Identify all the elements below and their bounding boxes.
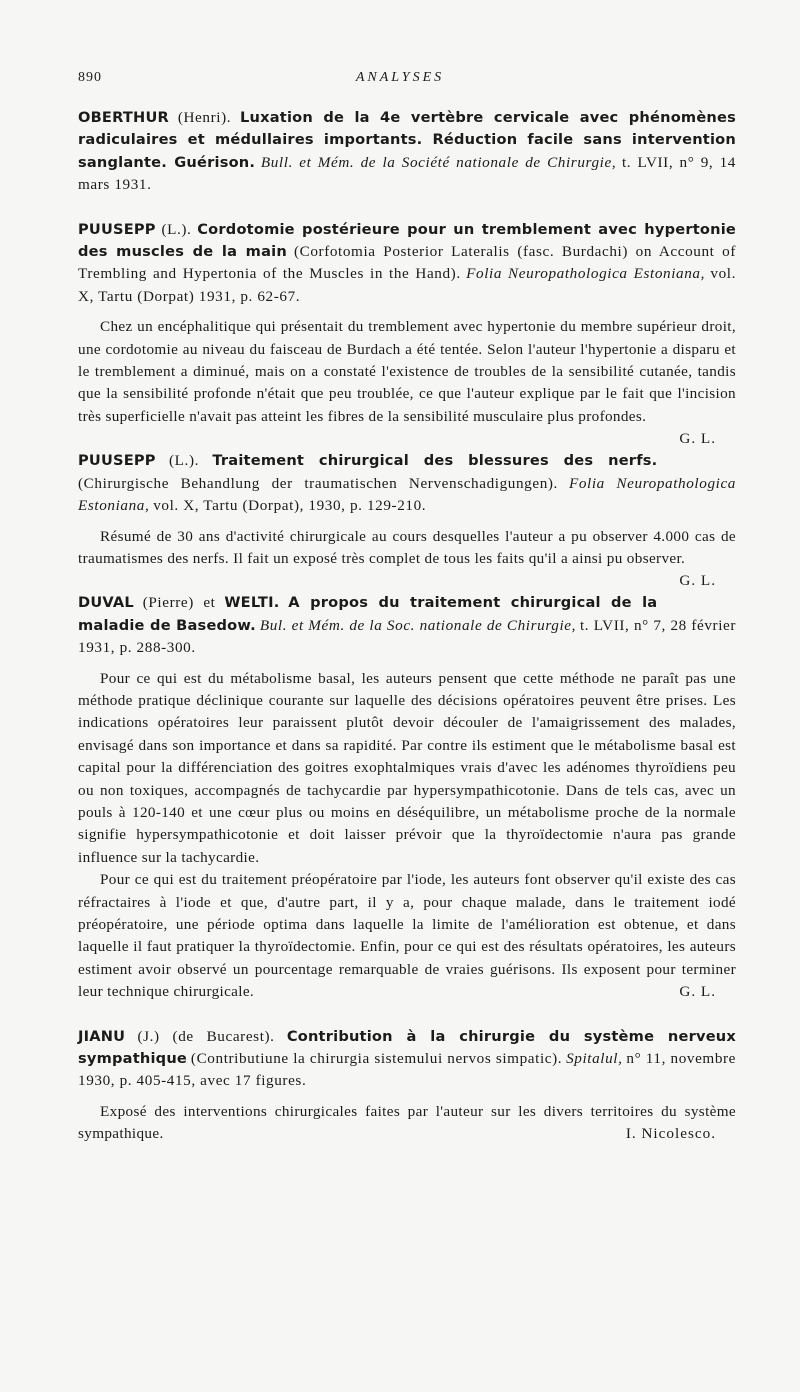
entry-heading bbox=[78, 592, 736, 659]
citation-details: t. LVII, n° 7, 28 février 1931, p. 288-300. bbox=[78, 616, 737, 657]
author-name: JIANU bbox=[78, 1027, 126, 1045]
summary bbox=[78, 316, 736, 448]
entry-heading bbox=[78, 450, 736, 517]
journal-name: Spitalul, bbox=[566, 1050, 623, 1068]
entry-jianu bbox=[78, 1026, 736, 1146]
original-title: (Contributiune la chirurgia sistemului nervos simpatic). bbox=[190, 1050, 563, 1068]
summary-paragraph: Chez un encéphalitique qui présentait du tremblement avec hypertonie du membre supérieur droit, une cordotomie au niveau du faisceau de Burdach a été tentée. Selon l'auteur l'hypertonie a disparu et le tremblement a diminué, mais on a constaté l'existence de troubles de la sensibilité cutanée, tandis que la sensibilité profonde n'était que peu troublée, ce que l'auteur explique par le fait que l'incision très superficielle n'avait pas atteint les fibres de la sensibilité musculaire plus profondes. G. L. bbox=[78, 316, 736, 428]
journal-name: Folia Neuropathologica Estoniana, bbox=[466, 265, 706, 283]
journal-name: Bull. et Mém. de la Société nationale de Chirurgie, bbox=[260, 153, 617, 171]
signature: G. L. bbox=[679, 983, 716, 1001]
running-head bbox=[78, 70, 722, 90]
entry-duval-welti bbox=[78, 592, 736, 1003]
citation-details: t. LVII, n° 9, 14 mars 1931. bbox=[78, 153, 737, 194]
summary-paragraph: Exposé des interventions chirurgicales faites par l'auteur sur les divers territoires du système sympathique. I. Nicolesco. bbox=[78, 1101, 736, 1146]
entry-puusepp-cordotomie bbox=[78, 219, 737, 448]
article-title: Luxation de la 4e vertèbre cervicale avec phénomènes radiculaires et médullaires importants. Réduction facile sans intervention sanglante. Guérison. bbox=[78, 109, 736, 171]
entry-heading bbox=[78, 219, 736, 309]
journal-name: Bul. et Mém. de la Soc. nationale de Chirurgie, bbox=[259, 616, 577, 634]
summary-paragraph: Pour ce qui est du traitement préopératoire par l'iode, les auteurs font observer qu'il existe des cas réfractaires à l'iode et que, d'autre part, il y a, pour chaque malade, dans le traitement iodé préopératoire, une période optima dans laquelle la limite de l'amélioration est obtenue, et dans laquelle il faut pratiquer la thyroïdectomie. Enfin, pour ce qui est des résultats opératoires, les auteurs estiment avoir observé un pourcentage remarquable de vraies guérisons. Ils exposent pour terminer leur technique chirurgicale. G. L. bbox=[78, 869, 736, 1003]
citation-details: vol. X, Tartu (Dorpat) 1931, p. 62-67. bbox=[78, 265, 737, 305]
signature: G. L. bbox=[679, 572, 716, 590]
article-title: A propos du traitement chirurgical de la maladie de Basedow. bbox=[78, 594, 658, 634]
author-initials: (Pierre) et bbox=[142, 594, 216, 612]
summary-paragraph: Pour ce qui est du métabolisme basal, les auteurs pensent que cette méthode ne paraît pas une méthode pratique déclinique courante sur laquelle des décisions opératoires peuvent être prises. Les indications opératoires leur paraissent plutôt devoir découler de l'amaigrissement des malades, envisagé dans son importance et dans sa rapidité. Par contre ils estiment que le métabolisme basal est capital pour la différenciation des goitres exophtalmiques vrais d'avec les adénomes thyroïdiens peu ou non toxiques, accompagnés de tachycardie par hypersympathicotonie. Dans de tels cas, avec un pouls à 120-140 et une cœur plus ou moins en déséquilibre, un métabolisme proche de la normale signifie hypersympathicotonie et doit laisser prévoir que la thyroïdectomie n'aura pas grande influence sur la tachycardie. bbox=[78, 669, 736, 866]
author-name: PUUSEPP bbox=[78, 220, 156, 238]
author-initials: (J.) (de Bucarest). bbox=[137, 1027, 275, 1045]
entry-heading bbox=[78, 107, 736, 197]
citation-details: n° 11, novembre 1930, p. 405-415, avec 17 figures. bbox=[78, 1050, 737, 1090]
citation-details: vol. X, Tartu (Dorpat), 1930, p. 129-210. bbox=[153, 497, 427, 515]
journal-name: Folia Neuropathologica Estoniana, bbox=[78, 474, 736, 515]
entry-puusepp-traitement bbox=[78, 450, 736, 590]
entry-oberthur bbox=[78, 107, 736, 197]
summary bbox=[78, 668, 736, 1004]
author-initials: (L.). bbox=[169, 452, 200, 470]
signature: I. Nicolesco. bbox=[625, 1125, 716, 1143]
running-title: ANALYSES bbox=[355, 70, 445, 85]
summary bbox=[78, 526, 736, 590]
article-list bbox=[78, 107, 736, 1168]
original-title: (Chirurgische Behandlung der traumatischen Nervenschadigungen). bbox=[78, 474, 558, 492]
article-title: Cordotomie postérieure pour un tremblement avec hypertonie des muscles de la main bbox=[78, 220, 737, 261]
article-title: Contribution à la chirurgie du système nerveux sympathique bbox=[78, 1027, 736, 1068]
author-name: DUVAL bbox=[78, 594, 134, 612]
entry-heading bbox=[78, 1026, 736, 1093]
author-initials: (Henri). bbox=[177, 109, 232, 126]
author-name: PUUSEPP bbox=[78, 452, 156, 470]
original-title: (Corfotomia Posterior Lateralis (fasc. Burdachi) on Account of Trembling and Hypertonia of the Muscles in the Hand). bbox=[78, 243, 736, 283]
author-name: OBERTHUR bbox=[78, 109, 169, 126]
summary bbox=[78, 1101, 736, 1146]
author-initials: (L.). bbox=[161, 220, 192, 238]
second-author-name: WELTI. bbox=[224, 594, 280, 612]
article-title: Traitement chirurgical des blessures des nerfs. bbox=[212, 452, 658, 470]
summary-paragraph: Résumé de 30 ans d'activité chirurgicale au cours desquelles l'auteur a pu observer 4.000 cas de traumatismes des nerfs. Il fait un exposé très complet de tous les faits qu'il a ainsi pu observer. G. L. bbox=[78, 526, 736, 571]
page-number: 890 bbox=[78, 70, 102, 85]
signature: G. L. bbox=[679, 430, 716, 448]
